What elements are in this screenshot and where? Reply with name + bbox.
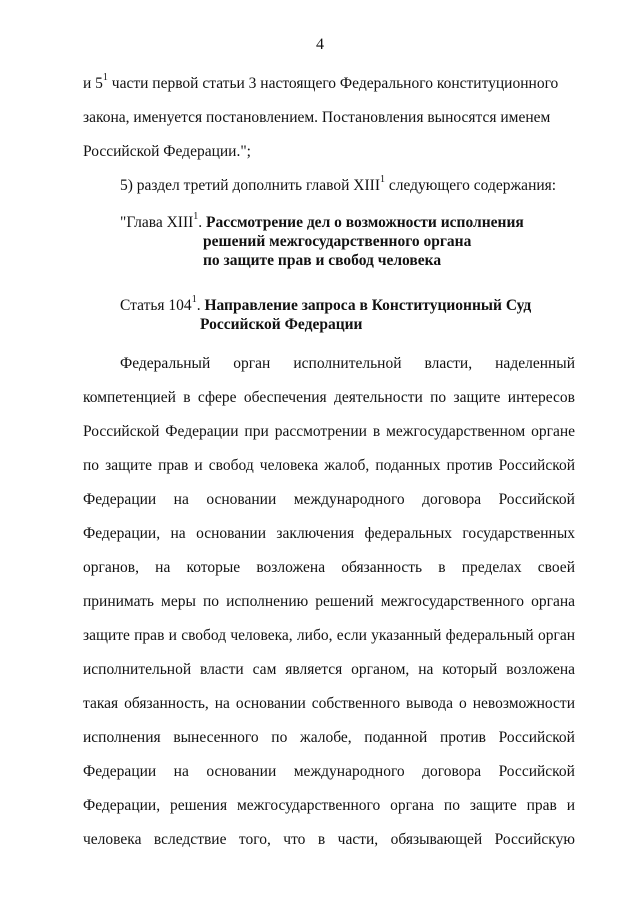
intro-line-sup: 1 [102, 71, 108, 83]
intro-paragraph [83, 67, 575, 169]
body-word: международного [293, 491, 405, 508]
body-word: власти, [424, 355, 473, 372]
article-title-line-2: Российской Федерации [200, 316, 363, 333]
body-line [83, 721, 575, 755]
body-line [83, 755, 575, 789]
article-heading [83, 293, 575, 334]
intro-line-text: закона, именуется постановлением. Постановления выносятся именем [83, 109, 551, 126]
article-heading-line-1 [120, 293, 575, 315]
body-line: Федерации, на основании заключения федеральных государственных [83, 525, 575, 542]
body-line: защите прав и свобод человека, либо, если указанный федеральный орган [83, 627, 575, 644]
body-word: обязывающей [390, 831, 483, 848]
page-number: 4 [316, 36, 324, 53]
article-sup: 1 [191, 293, 197, 305]
body-word: того, [238, 831, 271, 848]
body-word: исполнения [83, 729, 161, 746]
body-word: в [317, 831, 326, 848]
body-word: человека [83, 831, 142, 848]
body-word: Российской [498, 729, 575, 746]
body-word: исполнительной [293, 355, 402, 372]
body-line: Федерации, решения межгосударственного органа по защите прав и [83, 797, 575, 814]
body-word: вынесенного [173, 729, 259, 746]
body-word: основании [206, 763, 277, 780]
body-word: договора [422, 763, 482, 780]
item-5-sup: 1 [379, 173, 385, 185]
body-word: Российскую [494, 831, 575, 848]
document-body [83, 67, 575, 857]
body-word: международного [293, 763, 405, 780]
article-title-line-1: Направление запроса в Конституционный Суд [204, 297, 532, 314]
body-word: жалобе, [299, 729, 352, 746]
chapter-title-line-3: по защите прав и свобод человека [203, 252, 442, 269]
body-word: Федерации [83, 491, 157, 508]
article-prefix: Статья 104 [120, 297, 192, 314]
body-word: Федеральный [120, 355, 211, 372]
body-line [83, 483, 575, 517]
body-word: Федерации [83, 763, 157, 780]
body-word: что [283, 831, 306, 848]
body-word: Российской [498, 763, 575, 780]
intro-line-text: части первой статьи 3 настоящего Федерального конституционного [107, 75, 559, 92]
body-line: органов, на которые возложена обязанность в пределах своей [83, 559, 575, 576]
body-word: Российской [498, 491, 575, 508]
body-word: по [271, 729, 288, 746]
intro-line-text: Российской Федерации."; [83, 143, 251, 160]
article-body-paragraph [83, 347, 575, 857]
body-word: поданной [364, 729, 428, 746]
article-dot: . [196, 297, 205, 314]
body-line: по защите прав и свобод человека жалоб, поданных против Российской [83, 457, 575, 474]
body-line [83, 823, 575, 857]
body-line: такая обязанность, на основании собственного вывода о невозможности [83, 695, 575, 712]
body-line: Российской Федерации при рассмотрении в межгосударственном органе [83, 423, 575, 440]
body-line: исполнительной власти сам является органом, на который возложена [83, 661, 575, 678]
body-line [83, 347, 575, 381]
body-word: договора [422, 491, 482, 508]
intro-line [83, 135, 575, 169]
chapter-heading [83, 210, 575, 270]
chapter-heading-line-1 [120, 210, 575, 232]
item-5-line [83, 169, 575, 203]
body-line: компетенцией в сфере обеспечения деятельности по защите интересов [83, 389, 575, 406]
chapter-dot: . [198, 214, 207, 231]
body-word: вследствие [153, 831, 227, 848]
chapter-sup: 1 [193, 210, 199, 222]
item-5-suffix: следующего содержания: [384, 177, 557, 194]
chapter-title-line-2: решений межгосударственного органа [203, 233, 472, 250]
body-line: принимать меры по исполнению решений межгосударственного органа [83, 593, 575, 610]
intro-line-text: и 5 [83, 75, 103, 92]
body-word: против [439, 729, 486, 746]
body-word: орган [233, 355, 271, 372]
chapter-title-line-1: Рассмотрение дел о возможности исполнения [206, 214, 524, 231]
chapter-prefix: "Глава XIII [120, 214, 194, 231]
body-word: части, [337, 831, 379, 848]
item-5-prefix: 5) раздел третий дополнить главой XIII [120, 177, 380, 194]
body-word: на [173, 763, 189, 780]
body-word: основании [206, 491, 277, 508]
body-word: наделенный [495, 355, 575, 372]
intro-line [83, 67, 575, 101]
intro-line [83, 101, 575, 135]
body-word: на [173, 491, 189, 508]
